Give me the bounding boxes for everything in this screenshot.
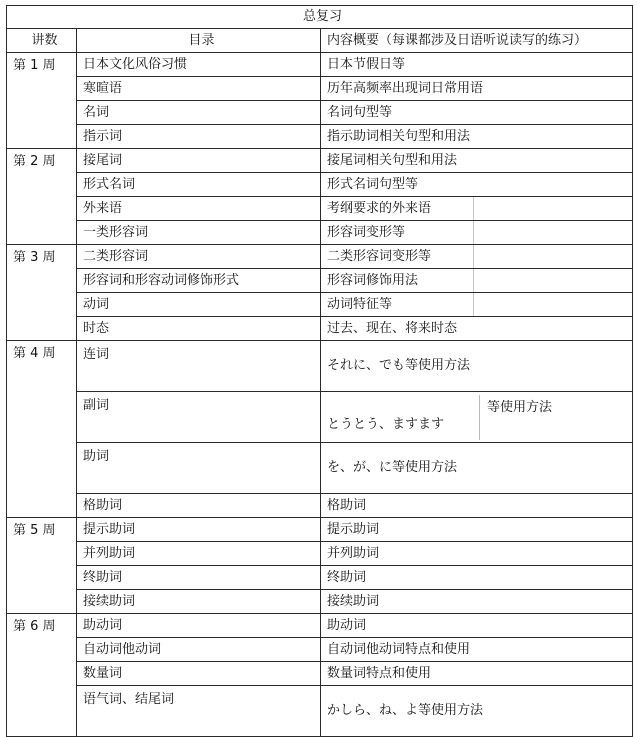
table-row	[7, 638, 633, 662]
content-cell: 提示助词	[321, 518, 633, 542]
table-row	[7, 101, 633, 125]
faint-divider	[473, 221, 474, 244]
table-row	[7, 245, 633, 269]
topic-cell: 自动词他动词	[77, 638, 321, 662]
table-row	[7, 590, 633, 614]
content-cell: 历年高频率出现词日常用语	[321, 77, 633, 101]
content-cell: 过去、现在、将来时态	[321, 317, 633, 341]
content-text: 考纲要求的外来语	[327, 200, 432, 216]
content-cell: 指示助词相关句型和用法	[321, 125, 633, 149]
content-cell: それに、でも等使用方法	[321, 341, 633, 392]
table-row	[7, 494, 633, 518]
topic-cell: 指示词	[77, 125, 321, 149]
content-cell: 日本节假日等	[321, 53, 633, 77]
topic-cell: 外来语	[77, 197, 321, 221]
week-label: 第 4 周	[7, 341, 77, 518]
faint-divider	[473, 197, 474, 220]
topic-cell: 助词	[77, 443, 321, 494]
faint-divider	[473, 269, 474, 292]
week-label: 第 1 周	[7, 53, 77, 149]
header-row	[7, 29, 633, 53]
topic-cell: 动词	[77, 293, 321, 317]
content-cell	[321, 392, 633, 443]
header-week: 讲数	[7, 29, 77, 53]
clipped-next-row	[6, 711, 632, 716]
topic-cell: 数量词	[77, 662, 321, 686]
header-catalog: 目录	[77, 29, 321, 53]
content-cell: 助动词	[321, 614, 633, 638]
table-row	[7, 518, 633, 542]
title-row	[7, 6, 633, 29]
table-row	[7, 77, 633, 101]
content-extra-text: 等使用方法	[487, 399, 553, 415]
content-text: 二类形容词变形等	[327, 248, 432, 264]
topic-cell: 接尾词	[77, 149, 321, 173]
header-summary: 内容概要（每课都涉及日语听说读写的练习）	[321, 29, 633, 53]
faint-divider	[473, 293, 474, 316]
topic-cell: 一类形容词	[77, 221, 321, 245]
topic-cell: 格助词	[77, 494, 321, 518]
topic-cell: 并列助词	[77, 542, 321, 566]
week-label: 第 5 周	[7, 518, 77, 614]
table-row	[7, 341, 633, 392]
faint-divider	[479, 395, 480, 440]
content-text: 形容词变形等	[327, 224, 406, 240]
topic-cell: 名词	[77, 101, 321, 125]
content-cell	[321, 245, 633, 269]
table-title: 总复习	[7, 6, 633, 29]
topic-cell: 终助词	[77, 566, 321, 590]
content-text: とうとう、ますます	[327, 416, 445, 432]
content-cell: 自动词他动词特点和使用	[321, 638, 633, 662]
course-review-table	[6, 5, 633, 737]
table-row	[7, 662, 633, 686]
table-row	[7, 614, 633, 638]
content-cell	[321, 293, 633, 317]
topic-cell: 语气词、结尾词	[77, 686, 321, 737]
topic-cell: 日本文化风俗习惯	[77, 53, 321, 77]
topic-cell: 副词	[77, 392, 321, 443]
content-cell: 并列助词	[321, 542, 633, 566]
faint-divider	[473, 245, 474, 268]
table-row	[7, 566, 633, 590]
content-cell: を、が、に等使用方法	[321, 443, 633, 494]
content-cell	[321, 197, 633, 221]
table-row	[7, 221, 633, 245]
table-row	[7, 173, 633, 197]
table-row	[7, 125, 633, 149]
topic-cell: 寒暄语	[77, 77, 321, 101]
table-row	[7, 392, 633, 443]
topic-cell: 时态	[77, 317, 321, 341]
table-row	[7, 443, 633, 494]
topic-cell: 提示助词	[77, 518, 321, 542]
content-cell: 终助词	[321, 566, 633, 590]
content-cell	[321, 269, 633, 293]
table-row	[7, 542, 633, 566]
week-label: 第 2 周	[7, 149, 77, 245]
table-row	[7, 269, 633, 293]
content-cell: 接续助词	[321, 590, 633, 614]
table-row	[7, 293, 633, 317]
content-text: 形容词修饰用法	[327, 272, 419, 288]
content-cell: 名词句型等	[321, 101, 633, 125]
table-row	[7, 53, 633, 77]
week-label: 第 6 周	[7, 614, 77, 737]
table-row	[7, 317, 633, 341]
content-cell: 格助词	[321, 494, 633, 518]
week-label: 第 3 周	[7, 245, 77, 341]
topic-cell: 接续助词	[77, 590, 321, 614]
topic-cell: 连词	[77, 341, 321, 392]
table-row	[7, 149, 633, 173]
content-cell: 形式名词句型等	[321, 173, 633, 197]
content-cell: 数量词特点和使用	[321, 662, 633, 686]
topic-cell: 二类形容词	[77, 245, 321, 269]
content-cell: かしら、ね、よ等使用方法	[321, 686, 633, 737]
table-row	[7, 197, 633, 221]
content-text: 动词特征等	[327, 296, 393, 312]
content-cell: 接尾词相关句型和用法	[321, 149, 633, 173]
content-cell	[321, 221, 633, 245]
topic-cell: 助动词	[77, 614, 321, 638]
topic-cell: 形式名词	[77, 173, 321, 197]
topic-cell: 形容词和形容动词修饰形式	[77, 269, 321, 293]
